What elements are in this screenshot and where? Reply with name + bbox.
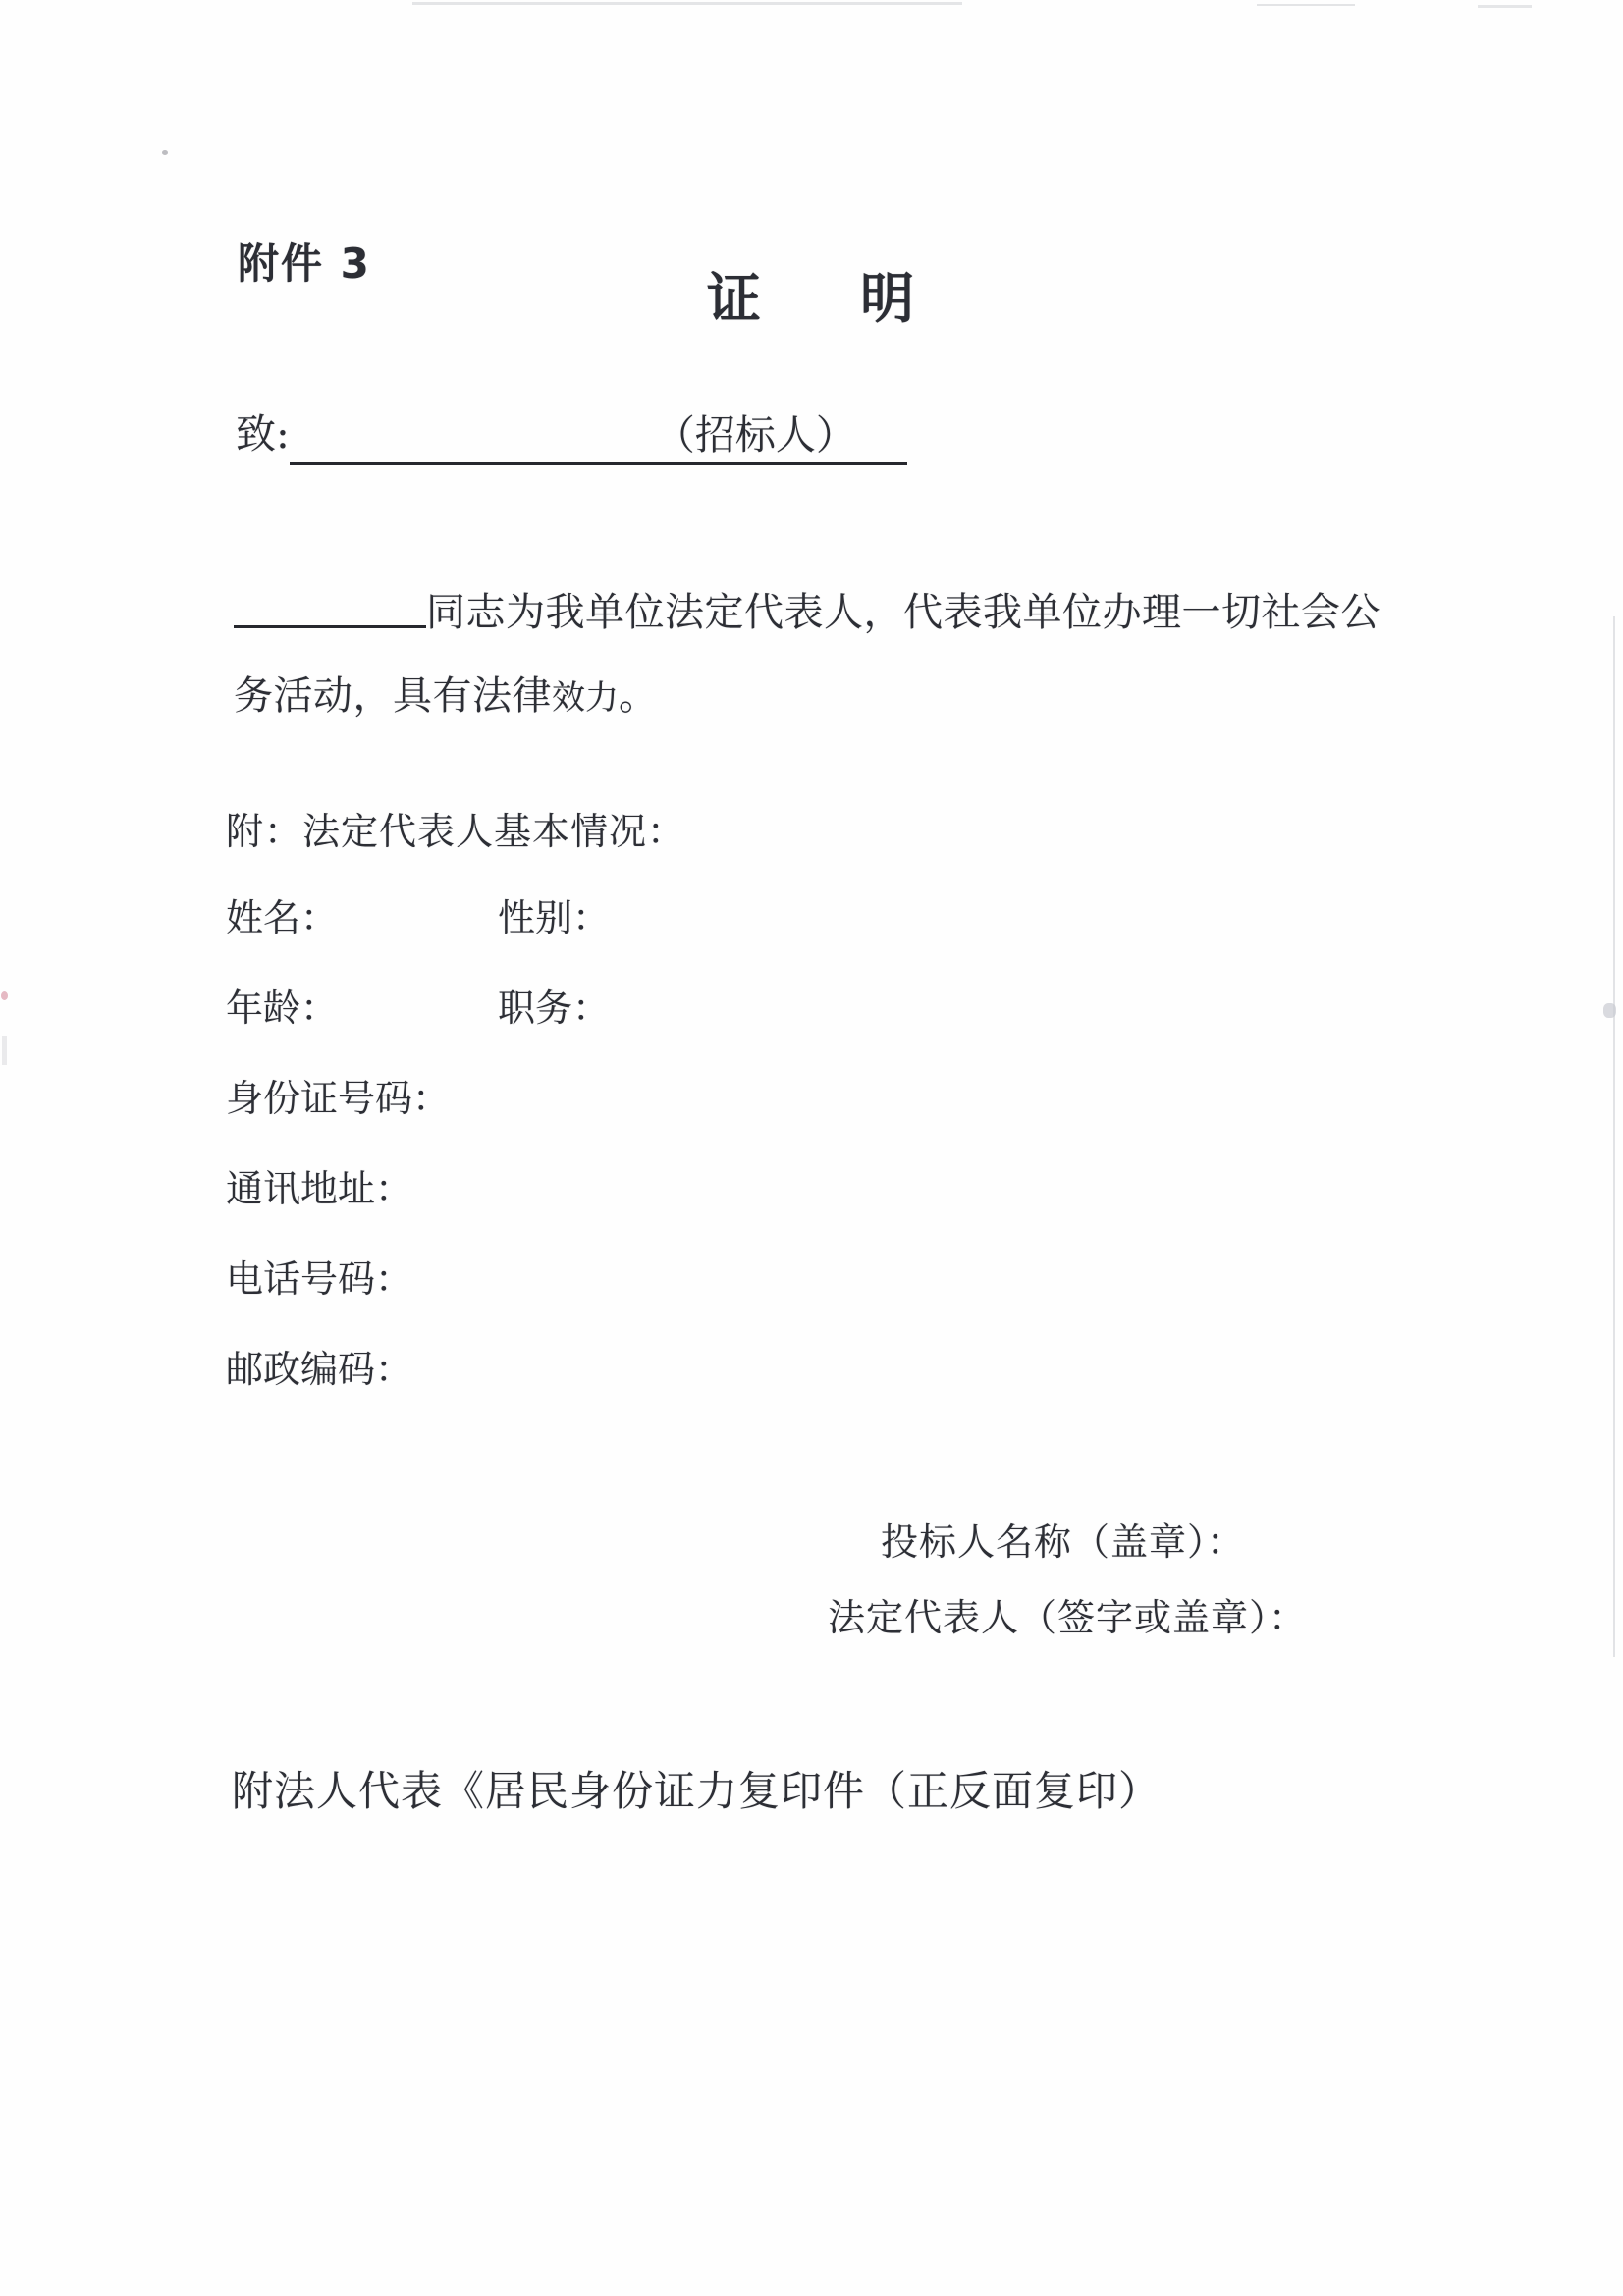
legal-rep-signature-line: 法定代表人（签字或盖章）：	[828, 1596, 1308, 1639]
id-copy-note: 附法人代表《居民身份证力复印件（正反面复印）	[232, 1767, 1162, 1815]
body-line2-small-text: 效力	[552, 678, 619, 718]
body-line-1	[234, 571, 1432, 655]
recipient-line	[236, 410, 907, 465]
body-line-2	[234, 655, 1432, 740]
legal-rep-name-blank-field	[234, 586, 426, 628]
phone-field-label: 电话号码：	[226, 1257, 413, 1301]
legal-rep-info-heading: 附：法定代表人基本情况：	[226, 810, 686, 853]
scan-artifact-pink-dot	[1, 991, 8, 1000]
attachment-number-label: 附件 3	[238, 240, 371, 288]
body-line2-period: 。	[619, 673, 659, 719]
postcode-field-label: 邮政编码：	[226, 1348, 413, 1391]
document-title: 证 明	[706, 266, 917, 330]
address-field-label: 通讯地址：	[226, 1167, 413, 1210]
name-field-label: 姓名：	[226, 896, 339, 939]
scan-artifact-top-smudge	[1478, 5, 1532, 8]
body-line1-text: 同志为我单位法定代表人，代表我单位办理一切社会公	[426, 590, 1380, 635]
to-label: 致:	[236, 410, 290, 457]
scan-artifact-top-smudge	[1257, 4, 1355, 6]
scan-artifact-smudge	[1603, 1003, 1616, 1018]
gender-field-label: 性别：	[498, 896, 611, 939]
recipient-hint-label: （招标人）	[655, 402, 856, 465]
bidder-name-seal-line: 投标人名称（盖章）：	[881, 1521, 1246, 1564]
recipient-blank-field	[290, 407, 655, 465]
id-number-field-label: 身份证号码：	[226, 1077, 451, 1120]
position-field-label: 职务：	[498, 987, 611, 1030]
scan-artifact-dot	[162, 150, 168, 155]
age-field-label: 年龄：	[226, 987, 339, 1030]
certificate-body	[234, 571, 1432, 740]
scan-artifact-edge-line	[1613, 616, 1615, 1657]
underline-tail	[856, 407, 907, 465]
scan-artifact-top-smudge	[412, 2, 962, 5]
body-line2-text: 务活动，具有法律	[234, 673, 552, 719]
scan-artifact-streak	[2, 1036, 7, 1065]
